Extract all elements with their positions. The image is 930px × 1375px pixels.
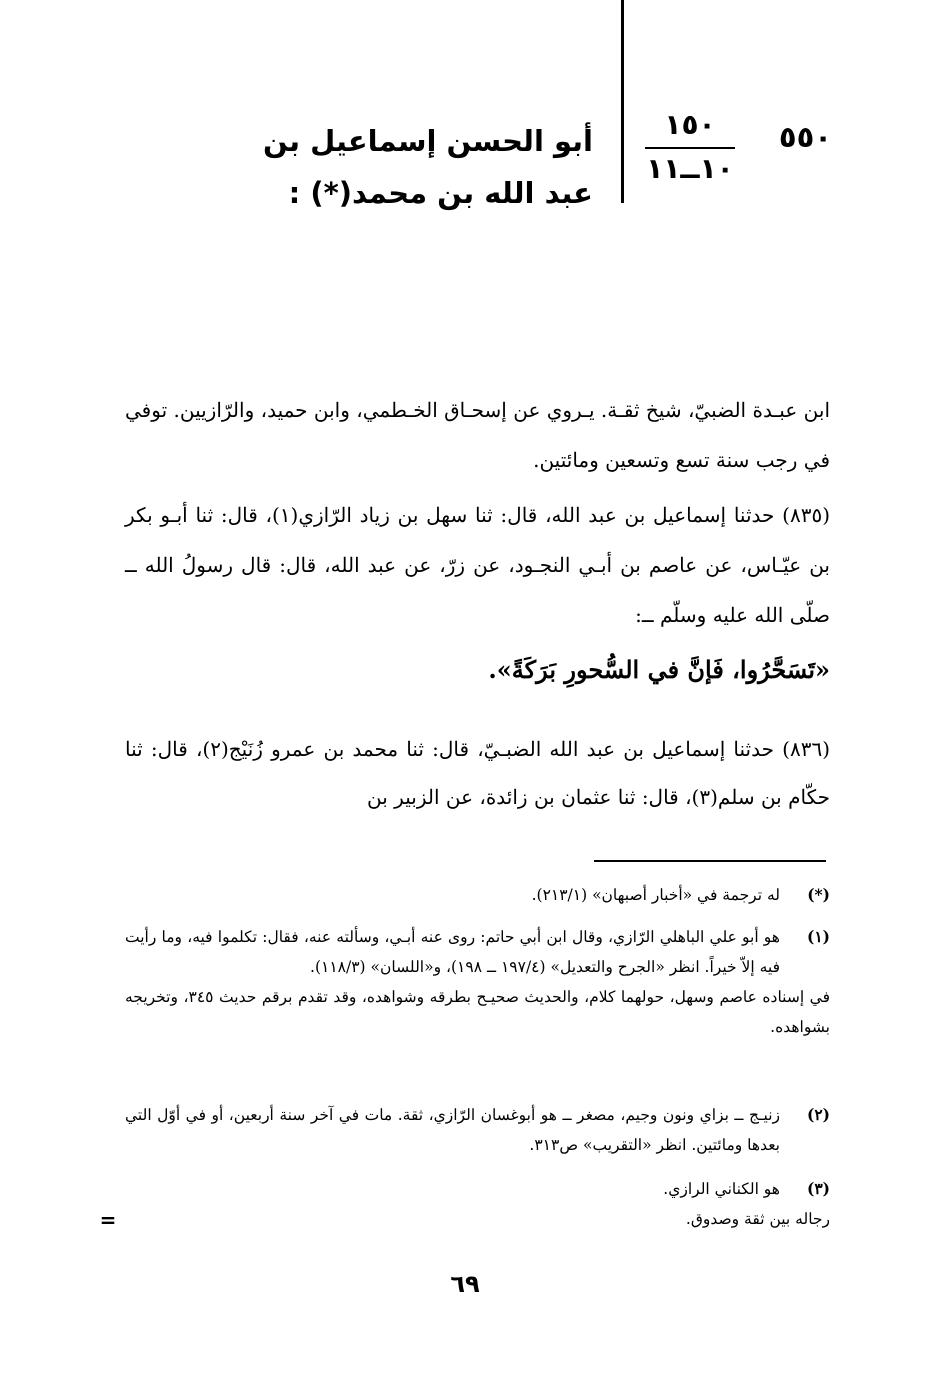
footnote-separator bbox=[594, 860, 826, 862]
footnote-2 bbox=[125, 1100, 830, 1160]
footnote-marker: (١) bbox=[806, 927, 830, 946]
footnote-marker: (٢) bbox=[806, 1105, 830, 1124]
footnote-star bbox=[125, 880, 830, 910]
entry-title: أبو الحسن إسماعيل بن عبد الله بن محمد(*) : bbox=[263, 124, 593, 210]
footnote-text: هو أبو علي الباهلي الرّازي، وقال ابن أبي حاتم: روى عنه أبـي، وسألته عنه، فقال: تكلموا فيه، وما رأيت فيه إلاّ خيراً. انظر «الجرح والتعديل» (١٩٧/٤ ــ ١٩٨)، و«اللسان» (١١٨/٣). bbox=[125, 928, 780, 976]
hadith-835-quote: «تَسَحَّرُوا، فَإنَّ في السُّحورِ بَرَكَةً». bbox=[488, 655, 830, 684]
entry-fraction-top: ١٥٠ bbox=[664, 108, 716, 141]
footnote-marker: (٣) bbox=[806, 1179, 830, 1198]
footnote-text: زنيـج ــ بزاي ونون وجيم، مصغر ــ هو أبوغسان الرّازي، ثقة. مات في آخر سنة أربعين، أو في أوّل التي بعدها ومائتين. انظر «التقريب» ص٣١٣. bbox=[125, 1106, 780, 1154]
hadith-836: (٨٣٦) حدثنا إسماعيل بن عبد الله الضبـيّ، قال: ثنا محمد بن عمرو زُنَيْج(٢)، قال: ثنا حكّام بن سلم(٣)، قال: ثنا عثمان بن زائدة، عن الزبير بن bbox=[125, 737, 830, 809]
header-vertical-rule bbox=[621, 0, 624, 203]
page-number: ٦٩ bbox=[450, 1270, 480, 1298]
footnote-text-continued: في إسناده عاصم وسهل، حولهما كلام، والحديث صحيـح بطرقه وشواهده، وقد تقدم برقم حديث ٣٤٥، وتخريجه بشواهده. bbox=[125, 988, 831, 1036]
entry-fraction-bottom: ١٠ــ١١ bbox=[646, 152, 734, 185]
footnote-text: له ترجمة في «أخبار أصبهان» (٢١٣/١). bbox=[531, 886, 780, 904]
continuation-mark: = bbox=[99, 1208, 117, 1232]
entry-number: ٥٥٠ bbox=[778, 120, 832, 154]
hadith-835: (٨٣٥) حدثنا إسماعيل بن عبد الله، قال: ثنا سهل بن زياد الرّازي(١)، قال: ثنا أبـو بكر بن عيّـاس، عن عاصم بن أبـي النجـود، عن زرّ، عن عبد الله، قال: قال رسولُ الله ــ صلّى الله عليه وسلّم ــ: bbox=[125, 503, 830, 627]
fraction-line bbox=[645, 147, 735, 149]
footnote-text: هو الكناني الرازي. bbox=[663, 1180, 780, 1198]
footnote-3 bbox=[125, 1174, 830, 1234]
footnote-text-continued: رجاله بين ثقة وصدوق. bbox=[685, 1210, 830, 1228]
footnote-1 bbox=[125, 922, 830, 1042]
biography-paragraph: ابن عبـدة الضبيّ، شيخ ثقـة. يـروي عن إسحـاق الخـطمي، وابن حميد، والرّازيين. توفي في رجب سنة تسع وتسعين ومائتين. bbox=[125, 398, 830, 472]
footnote-marker: (*) bbox=[807, 885, 830, 904]
